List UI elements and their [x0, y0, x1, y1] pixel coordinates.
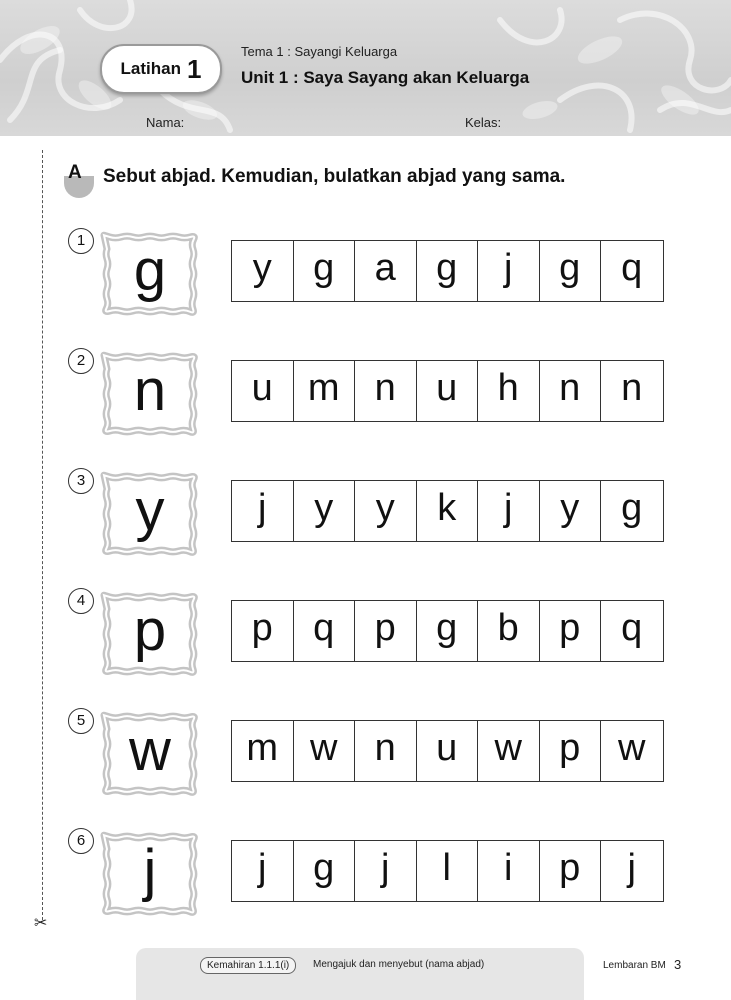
- letter-option[interactable]: l: [417, 841, 479, 901]
- skill-description: Mengajuk dan menyebut (nama abjad): [313, 959, 485, 970]
- letter-option[interactable]: j: [355, 841, 417, 901]
- letter-options: [231, 480, 664, 542]
- letter-option[interactable]: y: [355, 481, 417, 541]
- instruction-text: Sebut abjad. Kemudian, bulatkan abjad yang sama.: [103, 166, 566, 187]
- letter-option[interactable]: p: [540, 721, 602, 781]
- footer-bar: [136, 948, 584, 1000]
- question-number: 4: [68, 588, 94, 614]
- nama-label: Nama:: [146, 115, 185, 130]
- target-letter: j: [143, 838, 157, 903]
- letter-options: [231, 240, 664, 302]
- letter-option[interactable]: w: [294, 721, 356, 781]
- question-number: 5: [68, 708, 94, 734]
- letter-option[interactable]: q: [294, 601, 356, 661]
- question-number: 6: [68, 828, 94, 854]
- section-badge: [62, 162, 98, 198]
- target-letter: g: [133, 238, 167, 303]
- latihan-label: Latihan: [120, 59, 181, 78]
- lembaran-label: Lembaran BM: [603, 960, 666, 971]
- letter-option[interactable]: p: [540, 601, 602, 661]
- question-row: [0, 468, 731, 578]
- letter-options: [231, 840, 664, 902]
- question-number: 1: [68, 228, 94, 254]
- question-number: 3: [68, 468, 94, 494]
- letter-options: [231, 600, 664, 662]
- letter-option[interactable]: y: [232, 241, 294, 301]
- latihan-badge: [100, 44, 222, 94]
- letter-option[interactable]: j: [478, 241, 540, 301]
- letter-option[interactable]: g: [294, 241, 356, 301]
- target-letter: p: [133, 598, 167, 663]
- letter-option[interactable]: g: [540, 241, 602, 301]
- target-letter-frame: [98, 588, 202, 680]
- letter-options: [231, 720, 664, 782]
- target-letter-frame: [98, 828, 202, 920]
- letter-option[interactable]: n: [621, 366, 643, 409]
- letter-option[interactable]: n: [540, 361, 602, 421]
- page-number: 3: [674, 957, 682, 972]
- kelas-label: Kelas:: [465, 115, 502, 130]
- question-row: [0, 708, 731, 818]
- skill-tag: Kemahiran 1.1.1(i): [200, 957, 296, 974]
- letter-option[interactable]: q: [621, 606, 643, 649]
- letter-option[interactable]: g: [417, 601, 479, 661]
- letter-option[interactable]: q: [621, 246, 643, 289]
- letter-option[interactable]: i: [478, 841, 540, 901]
- question-number: 2: [68, 348, 94, 374]
- letter-option[interactable]: m: [294, 361, 356, 421]
- target-letter-frame: [98, 468, 202, 560]
- letter-option[interactable]: j: [627, 846, 636, 889]
- letter-option[interactable]: k: [417, 481, 479, 541]
- target-letter: n: [133, 358, 167, 423]
- tema-title: Tema 1 : Sayangi Keluarga: [241, 44, 398, 59]
- letter-options: [231, 360, 664, 422]
- letter-option[interactable]: a: [355, 241, 417, 301]
- letter-option[interactable]: y: [540, 481, 602, 541]
- letter-option[interactable]: g: [417, 241, 479, 301]
- question-row: [0, 228, 731, 338]
- target-letter-frame: [98, 228, 202, 320]
- letter-option[interactable]: j: [478, 481, 540, 541]
- target-letter: w: [129, 718, 171, 783]
- letter-option[interactable]: p: [355, 601, 417, 661]
- letter-option[interactable]: h: [478, 361, 540, 421]
- letter-option[interactable]: m: [232, 721, 294, 781]
- target-letter: y: [135, 478, 165, 543]
- unit-title: Unit 1 : Saya Sayang akan Keluarga: [241, 68, 530, 87]
- question-row: [0, 348, 731, 458]
- target-letter-frame: [98, 708, 202, 800]
- question-row: [0, 828, 731, 938]
- letter-option[interactable]: u: [417, 721, 479, 781]
- letter-option[interactable]: w: [478, 721, 540, 781]
- letter-option[interactable]: n: [355, 721, 417, 781]
- letter-option[interactable]: j: [232, 841, 294, 901]
- letter-option[interactable]: w: [618, 726, 646, 769]
- latihan-number: 1: [186, 53, 202, 84]
- letter-option[interactable]: u: [417, 361, 479, 421]
- letter-option[interactable]: b: [478, 601, 540, 661]
- letter-option[interactable]: p: [540, 841, 602, 901]
- letter-option[interactable]: u: [232, 361, 294, 421]
- section-letter: A: [68, 162, 82, 183]
- question-row: [0, 588, 731, 698]
- letter-option[interactable]: p: [232, 601, 294, 661]
- letter-option[interactable]: n: [355, 361, 417, 421]
- letter-option[interactable]: g: [294, 841, 356, 901]
- scissors-icon: ✂: [34, 915, 48, 932]
- letter-option[interactable]: j: [232, 481, 294, 541]
- letter-option[interactable]: y: [294, 481, 356, 541]
- letter-option[interactable]: g: [621, 486, 643, 529]
- target-letter-frame: [98, 348, 202, 440]
